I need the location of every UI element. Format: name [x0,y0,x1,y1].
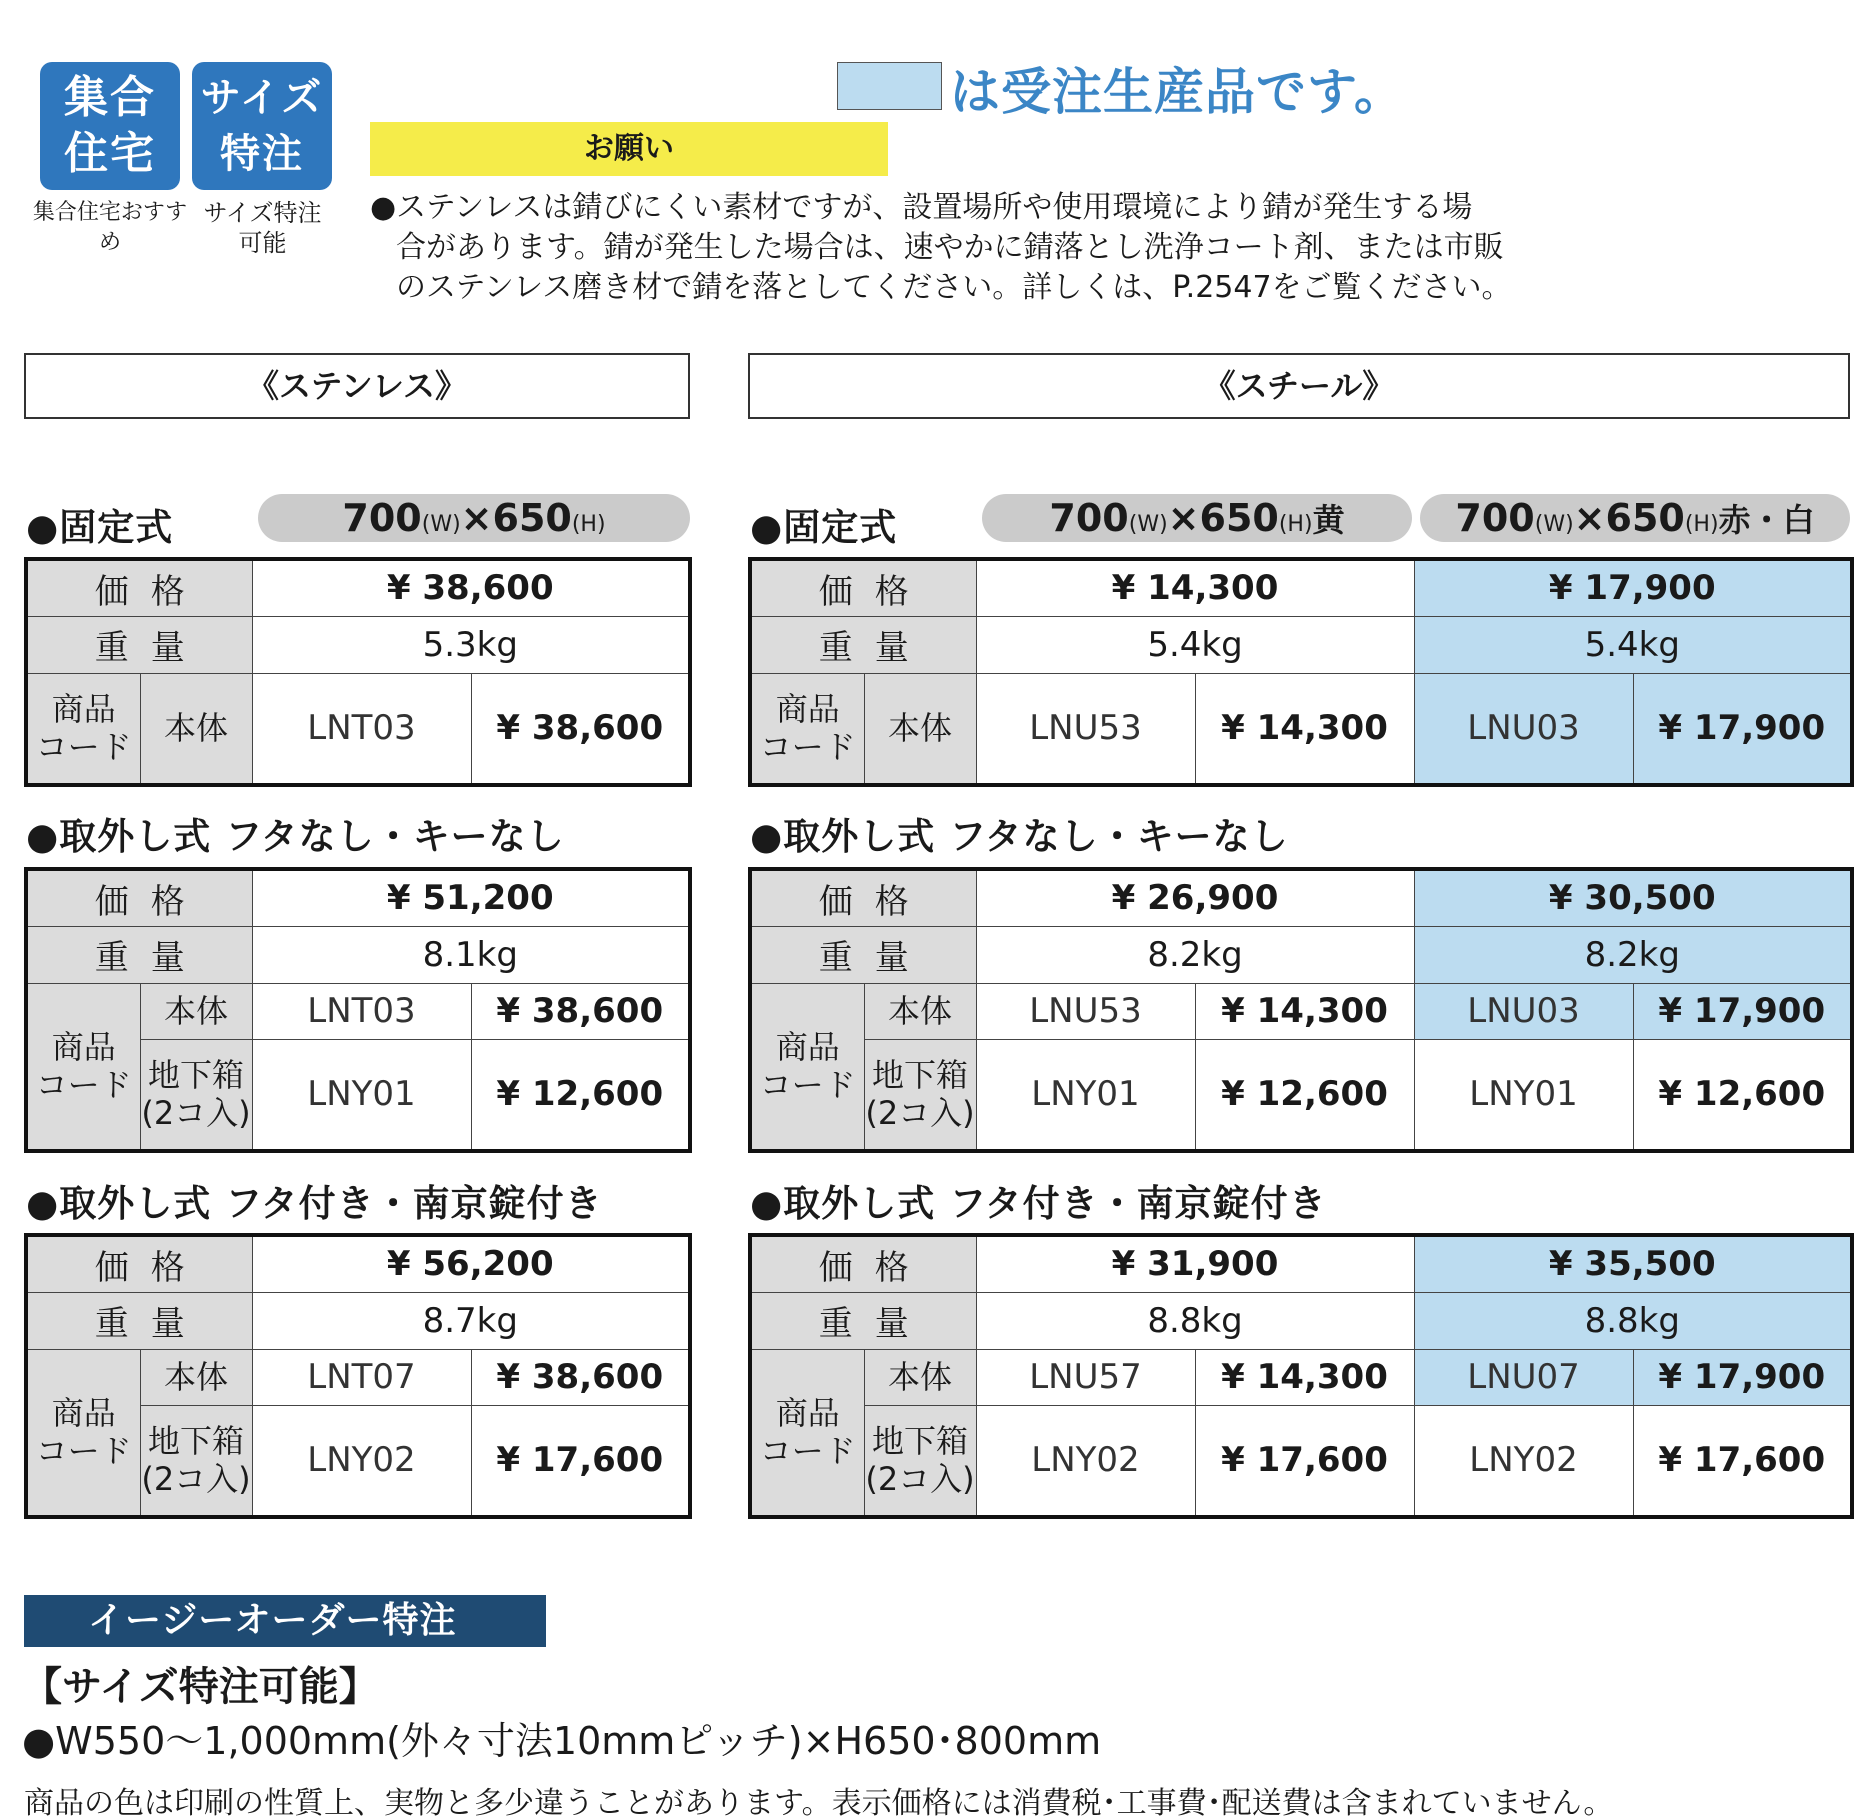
body-label: 本体 [140,983,252,1039]
size-h: 650 [1199,496,1279,540]
yellow-body-code: LNU57 [976,1349,1195,1405]
code-label [750,673,864,785]
redwhite-body-price: ¥ 17,900 [1633,983,1852,1039]
steel-section-header: 《スチール》 [748,353,1850,419]
stainless-fixed-title: ●固定式 [26,506,174,549]
stainless-removable-nolid-title: ●取外し式 フタなし・キーなし [26,815,565,858]
box-label-l2: (2コ入) [141,1460,251,1499]
weight-label: 重量 [750,926,976,983]
notice-line-1: ●ステンレスは錆びにくい素材ですが、設置場所や使用環境により錆が発生する場 [370,190,1473,225]
size-x: × [1167,496,1200,540]
code-label-l2: コード [759,728,856,767]
redwhite-body-code: LNU03 [1414,673,1633,785]
stainless-section-header: 《ステンレス》 [24,353,690,419]
box-label-l2: (2コ入) [141,1094,251,1133]
made-to-order-legend-text: は受注生産品です。 [950,63,1405,121]
box-price: ¥ 17,600 [471,1405,690,1517]
size-x: × [460,496,493,540]
body-code: LNT03 [252,983,471,1039]
redwhite-total-price: ¥ 17,900 [1414,559,1852,616]
body-label: 本体 [140,1349,252,1405]
steel-removable-nolid-table [748,867,1854,1153]
yellow-body-price: ¥ 14,300 [1195,673,1414,785]
price-label: 価格 [750,1235,976,1292]
footnote: 商品の色は印刷の性質上、実物と多少違うことがあります。表示価格には消費税･工事費･配送費は含まれていません。 [24,1786,1614,1818]
box-label [864,1405,976,1517]
notice-line-3: のステンレス磨き材で錆を落としてください。詳しくは、P.2547をご覧ください。 [396,270,1512,305]
easy-order-size-range: ●W550〜1,000mm(外々寸法10mmピッチ)×H650･800mm [22,1719,1102,1763]
weight-value: 8.1kg [252,926,690,983]
steel-removable-lid-title: ●取外し式 フタ付き・南京錠付き [750,1182,1327,1225]
box-label-l1: 地下箱 [871,1056,968,1095]
size-h: 650 [1605,496,1685,540]
code-label-l1: 商品 [775,1028,840,1067]
box-label-l2: (2コ入) [865,1094,975,1133]
size-order-badge-line1: サイズ [200,75,324,121]
code-label-l1: 商品 [51,1394,116,1433]
total-price: ¥ 56,200 [252,1235,690,1292]
redwhite-box-price: ¥ 17,600 [1633,1405,1852,1517]
size-x: × [1573,496,1606,540]
size-color: 赤・白 [1718,501,1815,539]
body-label: 本体 [864,1349,976,1405]
box-code: LNY02 [252,1405,471,1517]
code-label [750,1349,864,1517]
steel-removable-nolid-title: ●取外し式 フタなし・キーなし [750,815,1289,858]
code-label-l2: コード [35,728,132,767]
stainless-removable-nolid-table [24,867,692,1153]
yellow-body-code: LNU53 [976,983,1195,1039]
size-h: 650 [492,496,572,540]
code-label-l2: コード [35,1066,132,1105]
apartment-badge-caption: 集合住宅おすすめ [32,200,188,255]
size-h-unit: (H) [571,512,606,537]
code-label-l1: 商品 [51,1028,116,1067]
weight-label: 重量 [750,1292,976,1349]
size-w-unit: (W) [421,512,461,537]
easy-order-subtitle: 【サイズ特注可能】 [22,1664,379,1710]
yellow-body-price: ¥ 14,300 [1195,983,1414,1039]
steel-fixed-title: ●固定式 [750,506,898,549]
weight-label: 重量 [26,616,252,673]
size-h-unit: (H) [1684,512,1719,537]
steel-size-pill-yellow [982,494,1412,542]
yellow-box-code: LNY02 [976,1405,1195,1517]
yellow-total-price: ¥ 14,300 [976,559,1414,616]
redwhite-body-price: ¥ 17,900 [1633,1349,1852,1405]
price-label: 価格 [750,869,976,926]
redwhite-weight: 8.8kg [1414,1292,1852,1349]
body-price: ¥ 38,600 [471,983,690,1039]
size-order-badge-line2: 特注 [220,131,304,177]
yellow-total-price: ¥ 26,900 [976,869,1414,926]
size-w: 700 [1049,496,1129,540]
notice-text [370,188,1512,308]
weight-value: 5.3kg [252,616,690,673]
yellow-weight: 8.2kg [976,926,1414,983]
redwhite-box-code: LNY01 [1414,1039,1633,1151]
box-label-l1: 地下箱 [871,1422,968,1461]
redwhite-weight: 8.2kg [1414,926,1852,983]
box-label-l1: 地下箱 [147,1056,244,1095]
stainless-removable-lid-table [24,1233,692,1519]
notice-title: お願い [370,122,888,176]
box-label [140,1039,252,1151]
made-to-order-legend-swatch [837,62,942,110]
size-w-unit: (W) [1534,512,1574,537]
redwhite-weight: 5.4kg [1414,616,1852,673]
easy-order-banner: イージーオーダー特注 [24,1595,546,1647]
notice-line-2: 合があります。錆が発生した場合は、速やかに錆落とし洗浄コート剤、または市販 [396,230,1504,265]
code-label-l2: コード [35,1432,132,1471]
yellow-total-price: ¥ 31,900 [976,1235,1414,1292]
apartment-badge [40,62,180,190]
redwhite-body-price: ¥ 17,900 [1633,673,1852,785]
code-label-l2: コード [759,1066,856,1105]
yellow-box-code: LNY01 [976,1039,1195,1151]
yellow-box-price: ¥ 17,600 [1195,1405,1414,1517]
code-label [26,983,140,1151]
price-label: 価格 [26,559,252,616]
code-label [26,1349,140,1517]
stainless-removable-lid-title: ●取外し式 フタ付き・南京錠付き [26,1182,603,1225]
apartment-badge-line2: 住宅 [64,128,156,179]
body-code: LNT07 [252,1349,471,1405]
yellow-weight: 8.8kg [976,1292,1414,1349]
weight-label: 重量 [750,616,976,673]
size-color: 黄 [1312,501,1345,539]
box-label [864,1039,976,1151]
weight-value: 8.7kg [252,1292,690,1349]
price-label: 価格 [26,1235,252,1292]
price-label: 価格 [750,559,976,616]
box-label [140,1405,252,1517]
size-order-badge [192,62,332,190]
yellow-weight: 5.4kg [976,616,1414,673]
steel-fixed-table [748,557,1854,787]
weight-label: 重量 [26,1292,252,1349]
yellow-body-price: ¥ 14,300 [1195,1349,1414,1405]
body-label: 本体 [864,673,976,785]
code-label-l1: 商品 [775,1394,840,1433]
steel-size-pill-redwhite [1420,494,1850,542]
steel-removable-lid-table [748,1233,1854,1519]
apartment-badge-line1: 集合 [64,72,156,123]
size-w-unit: (W) [1128,512,1168,537]
code-label [750,983,864,1151]
yellow-box-price: ¥ 12,600 [1195,1039,1414,1151]
size-w: 700 [1455,496,1535,540]
size-order-caption-line1: サイズ特注 [203,199,322,227]
code-label-l1: 商品 [775,690,840,729]
size-h-unit: (H) [1278,512,1313,537]
redwhite-box-price: ¥ 12,600 [1633,1039,1852,1151]
size-w: 700 [342,496,422,540]
redwhite-body-code: LNU03 [1414,983,1633,1039]
stainless-size-pill [258,494,690,542]
stainless-fixed-table [24,557,692,787]
price-label: 価格 [26,869,252,926]
redwhite-total-price: ¥ 35,500 [1414,1235,1852,1292]
body-price: ¥ 38,600 [471,673,690,785]
code-label-l1: 商品 [51,690,116,729]
box-code: LNY01 [252,1039,471,1151]
total-price: ¥ 38,600 [252,559,690,616]
size-order-caption [190,198,335,258]
body-code: LNT03 [252,673,471,785]
code-label-l2: コード [759,1432,856,1471]
body-label: 本体 [140,673,252,785]
size-order-caption-line2: 可能 [238,229,287,257]
weight-label: 重量 [26,926,252,983]
yellow-body-code: LNU53 [976,673,1195,785]
box-label-l1: 地下箱 [147,1422,244,1461]
code-label [26,673,140,785]
redwhite-body-code: LNU07 [1414,1349,1633,1405]
redwhite-box-code: LNY02 [1414,1405,1633,1517]
body-label: 本体 [864,983,976,1039]
redwhite-total-price: ¥ 30,500 [1414,869,1852,926]
body-price: ¥ 38,600 [471,1349,690,1405]
box-price: ¥ 12,600 [471,1039,690,1151]
box-label-l2: (2コ入) [865,1460,975,1499]
total-price: ¥ 51,200 [252,869,690,926]
